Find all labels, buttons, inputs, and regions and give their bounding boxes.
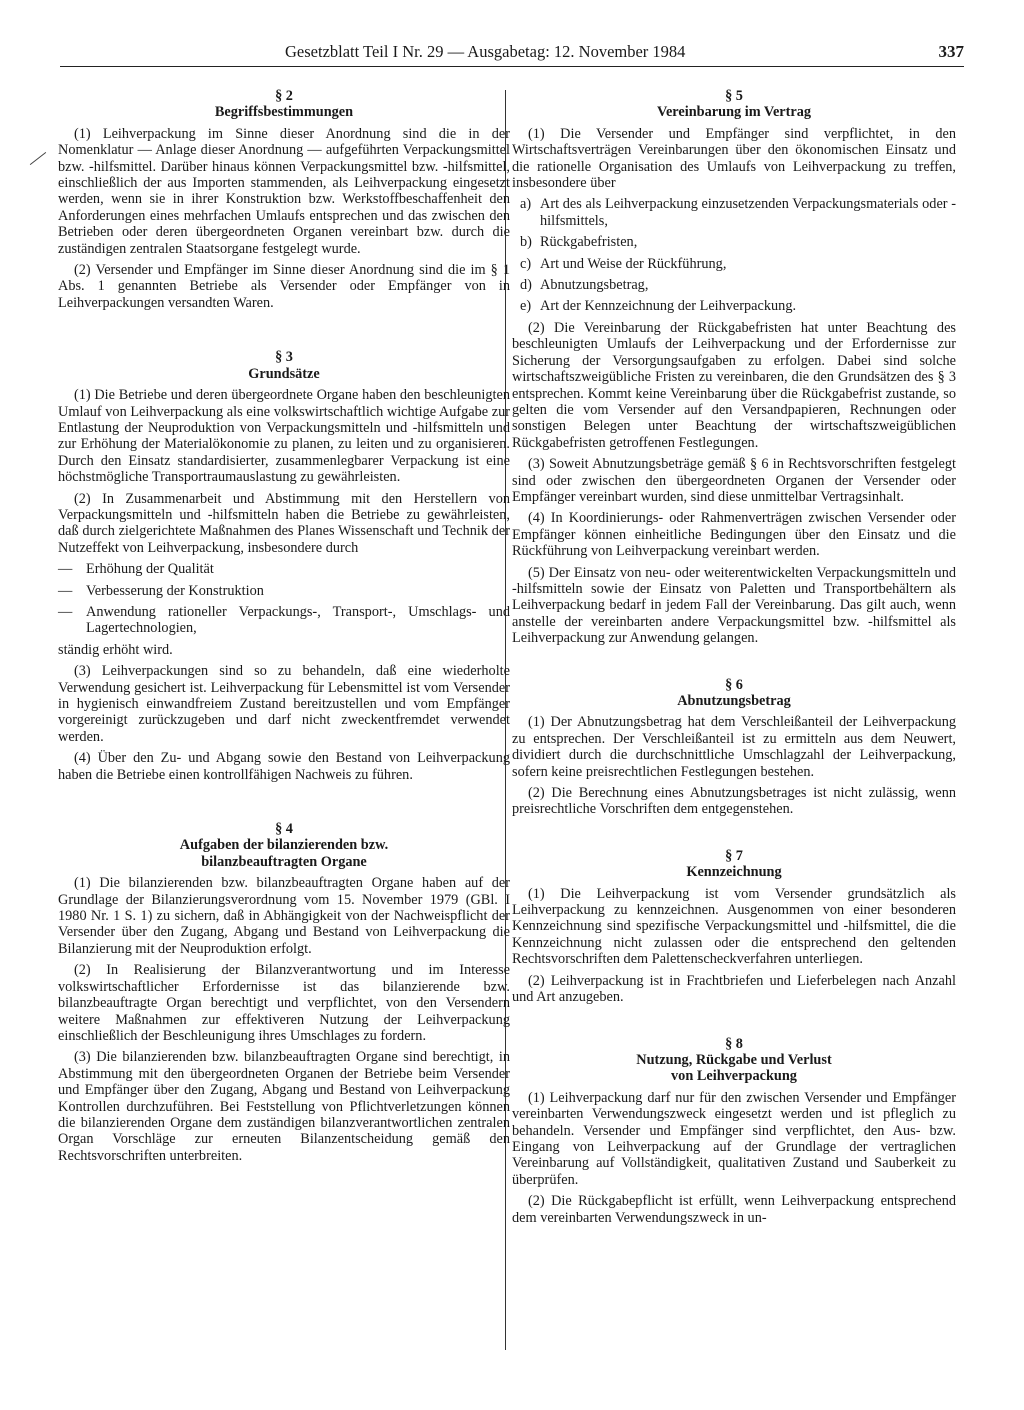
section-4	[58, 821, 510, 1164]
paragraph: (2) In Zusammenarbeit und Abstimmung mit den Herstellern von Verpackungsmitteln und -hilfsmitteln haben die Betriebe zu gewährleisten, daß durch zielgerichtete Maßnahmen des Planes Wissenschaft und Technik der Nutzeffekt von Leihverpackung, insbesondere durch	[58, 490, 510, 556]
list-item-text: Rückgabefristen,	[540, 234, 638, 251]
section-6	[512, 677, 956, 818]
paragraph: (1) Die Betriebe und deren übergeordnete Organe haben den beschleunigten Umlauf von Leihverpackung als eine volkswirtschaftlich wichtige Aufgabe zur Entlastung der Neuproduktion von Verpackungsmitteln und -hilfsmitteln und zur Erhöhung der Materialökonomie zu planen, zu leiten und zu organisieren. Durch den Einsatz standardisierter, zusammenlegbarer Verpackung ist eine höchstmögliche Transportraumauslastung zu gewährleisten.	[58, 387, 510, 486]
paragraph: (2) Versender und Empfänger im Sinne dieser Anordnung sind die im § 1 Abs. 1 genannten Betriebe als Versender oder Empfänger von in Leihverpackungen versandten Waren.	[58, 262, 510, 311]
list-item	[58, 604, 510, 637]
section-title: Kennzeichnung	[686, 864, 782, 881]
paragraph: (2) In Realisierung der Bilanzverantwortung und im Interesse volkswirtschaftlicher Erfordernisse ist das bilanzierende bzw. bilanzbeauftragte Organ berechtigt und verpflichtet, von den Versendern weitere Maßnahmen zur effektiveren Nutzung der Leihverpackung einschließlich der Beschleunigung ihres Umschlages zu fordern.	[58, 962, 510, 1044]
section-title: Nutzung, Rückgabe und Verlust	[636, 1051, 832, 1068]
section-number: § 2	[275, 88, 293, 104]
paragraph: (2) Die Vereinbarung der Rückgabefristen hat unter Beachtung des beschleunigten Umlaufs der Leihverpackung und der Erfordernisse zur Sicherung der Versorgungsaufgaben zu erfolgen. Dabei sind solche wirtschaftszweigübliche Fristen zu vereinbaren, die den Grundsätzen des § 3 entsprechen. Kommt keine Vereinbarung über die Rückgabefrist zustande, so gelten die vom Versender auf den Versandpapieren, Rechnungen oder sonstigen Belegen unter Beachtung der wirtschaftszweigüblichen Rückgabefristen getroffenen Festlegungen.	[512, 319, 956, 451]
paragraph: (5) Der Einsatz von neu- oder weiterentwickelten Verpackungsmitteln und -hilfsmitteln sowie der Einsatz von Paletten und Transportbehältern als Leihverpackung bedarf in jedem Fall der Vereinbarung. Das gilt auch, wenn anstelle der vereinbarten andere Verpackungsmittel bzw. -hilfsmittel als Leihverpackung zur Anwendung gelangen.	[512, 564, 956, 647]
paragraph: (4) In Koordinierungs- oder Rahmenverträgen zwischen Versender oder Empfänger können einheitliche Bedingungen über den Einsatz und die Rückführung von Leihverpackung vereinbart werden.	[512, 510, 956, 560]
section-number: § 3	[275, 349, 293, 366]
section-title-line-2: von Leihverpackung	[671, 1068, 797, 1085]
paragraph: (1) Die Leihverpackung ist vom Versender grundsätzlich als Leihverpackung zu kennzeichnen. Ausgenommen von einer besonderen Kennzeichnung sind spezifische Verpackungsmittel und -hilfsmittel, die die Kennzeichnung nicht zulassen oder die entsprechend den geltenden Rechtsvorschriften dem Palettenscheckverfahren unterliegen.	[512, 885, 956, 968]
section-title: Vereinbarung im Vertrag	[656, 104, 812, 121]
pencil-mark	[30, 152, 46, 165]
paragraph: (2) Die Rückgabepflicht ist erfüllt, wenn Leihverpackung entsprechend dem vereinbarten Verwendungszweck in un-	[512, 1193, 956, 1226]
page-header	[60, 42, 964, 67]
list-marker: b)	[520, 234, 532, 251]
list-item-text: Abnutzungsbetrag,	[540, 277, 649, 294]
paragraph: (1) Die Versender und Empfänger sind verpflichtet, in den Wirtschaftsverträgen Vereinbarungen über den ökonomischen Einsatz und die rationelle Organisation des Umlaufs von Leihverpackung zu treffen, insbesondere über	[512, 125, 956, 192]
left-column	[58, 84, 510, 1172]
section-number: § 4	[275, 821, 293, 838]
list-item	[58, 583, 510, 599]
paragraph: (2) Die Berechnung eines Abnutzungsbetrages ist nicht zulässig, wenn preisrechtliche Vorschriften dem entgegenstehen.	[512, 785, 956, 818]
paragraph: (1) Die bilanzierenden bzw. bilanzbeauftragten Organe haben auf der Grundlage der Bilanzierungsverordnung vom 15. November 1979 (GBl. I 1980 Nr. 1 S. 1) zu sichern, daß in Abhängigkeit von der Nachweispflicht der Versender über den Zugang, Abgang und Bestand von Leihverpackung die Bilanzierung mit der Neuproduktion erfolgt.	[58, 875, 510, 957]
paragraph: (3) Die bilanzierenden bzw. bilanzbeauftragten Organe sind berechtigt, in Abstimmung mit den übergeordneten Organen der Betriebe beim Versender und Empfänger über den Zugang, Abgang und Bestand von Leihverpackung Kontrollen durchzuführen. Bei Feststellung von Pflichtverletzungen können die bilanzierenden Organe dem zuständigen bilanzverantwortlichen zentralen Organ Vorschläge zur erneuten Bilanzentscheidung gemäß den Rechtsvorschriften unterbreiten.	[58, 1049, 510, 1164]
section-title-line-2: bilanzbeauftragten Organe	[201, 853, 367, 870]
dash-mark: —	[58, 603, 73, 620]
list-item	[512, 298, 956, 314]
list-item-text: Art des als Leihverpackung einzusetzenden Verpackungsmaterials oder -hilfsmittels,	[540, 196, 956, 229]
list-item	[512, 277, 956, 293]
paragraph: (1) Leihverpackung darf nur für den zwischen Versender und Empfänger vereinbarten Verwendungszweck eingesetzt werden und ist pfleglich zu behandeln. Versender und Empfänger sind verpflichtet, den Aus- bzw. Eingang von Leihverpackung auf der Grundlage der vertraglichen Vereinbarung auf Vollständigkeit, qualitativen Zustand und Sauberkeit zu überprüfen.	[512, 1089, 956, 1188]
list-item	[58, 561, 510, 577]
list-marker: d)	[520, 277, 532, 294]
right-column	[512, 84, 956, 1234]
section-7	[512, 848, 956, 1006]
header-title: Gesetzblatt Teil I Nr. 29 — Ausgabetag: 12. November 1984	[285, 42, 686, 61]
section-number: § 6	[725, 676, 743, 693]
list-item-text: Art der Kennzeichnung der Leihverpackung.	[540, 298, 797, 315]
paragraph: (1) Leihverpackung im Sinne dieser Anordnung sind die in der Nomenklatur — Anlage dieser Anordnung — aufgeführten Verpackungsmittel bzw. -hilfsmittel. Darüber hinaus können Verpackungsmittel bzw. -hilfsmittel, einschließlich der aus Importen stammenden, als Leihverpackung eingesetzt werden, wenn sie in ihrer Konstruktion bzw. Werkstoffbeschaffenheit den Anforderungen eines mehrfachen Umlaufs entsprechen und das zwischen den Betrieben oder deren übergeordneten Organen vereinbart bzw. durch die zuständigen zentralen Staatsorgane festgelegt wurde.	[58, 125, 510, 257]
list-item-text: Anwendung rationeller Verpackungs-, Transport-, Umschlags- und Lagertechnologien,	[86, 603, 510, 637]
page-number: 337	[938, 42, 964, 61]
list-marker: c)	[520, 255, 532, 272]
list-marker: a)	[520, 196, 532, 213]
section-title: Begriffsbestimmungen	[214, 104, 354, 121]
section-title: Aufgaben der bilanzierenden bzw.	[179, 837, 389, 854]
paragraph: (3) Soweit Abnutzungsbeträge gemäß § 6 in Rechtsvorschriften festgelegt sind oder zwischen den übergeordneten Organen der Versender oder Empfänger vereinbart wurden, sind diese unmittelbar Vertragsinhalt.	[512, 456, 956, 505]
section-2	[58, 88, 510, 311]
section-8	[512, 1036, 956, 1226]
list-item-text: Verbesserung der Konstruktion	[86, 582, 264, 599]
section-3	[58, 349, 510, 783]
list-continuation: ständig erhöht wird.	[58, 641, 173, 658]
list-item-text: Art und Weise der Rückführung,	[540, 255, 727, 272]
paragraph: (2) Leihverpackung ist in Frachtbriefen und Lieferbelegen nach Anzahl und Art anzugeben.	[512, 972, 956, 1006]
dash-mark: —	[58, 582, 73, 599]
paragraph: (1) Der Abnutzungsbetrag hat dem Verschleißanteil der Leihverpackung zu entsprechen. Der Verschleißanteil ist zu ermitteln aus dem Neuwert, dividiert durch die durchschnittliche Umschlagzahl der Leihverpackung, sofern keine preisrechtlichen Festlegungen bestehen.	[512, 714, 956, 780]
section-number: § 8	[725, 1035, 743, 1052]
list-item-text: Erhöhung der Qualität	[86, 561, 214, 578]
list-item	[512, 256, 956, 272]
dash-mark: —	[58, 561, 73, 578]
section-title: Abnutzungsbetrag	[677, 693, 791, 709]
section-5	[512, 88, 956, 647]
list-item	[512, 234, 956, 250]
paragraph: (4) Über den Zu- und Abgang sowie den Bestand von Leihverpackung haben die Betriebe einen kontrollfähigen Nachweis zu führen.	[58, 750, 510, 783]
paragraph: (3) Leihverpackungen sind so zu behandeln, daß eine wiederholte Verwendung gesichert ist. Leihverpackung für Lebensmittel ist vom Versender in hygienisch einwandfreiem Zustand bereitzustellen und vom Empfänger vorgereinigt zurückzugeben und darf nicht zweckentfremdet verwendet werden.	[58, 663, 510, 745]
section-number: § 5	[725, 88, 743, 104]
list-marker: e)	[520, 298, 532, 315]
section-number: § 7	[725, 847, 743, 864]
list-item	[512, 196, 956, 229]
section-title: Grundsätze	[248, 365, 320, 382]
